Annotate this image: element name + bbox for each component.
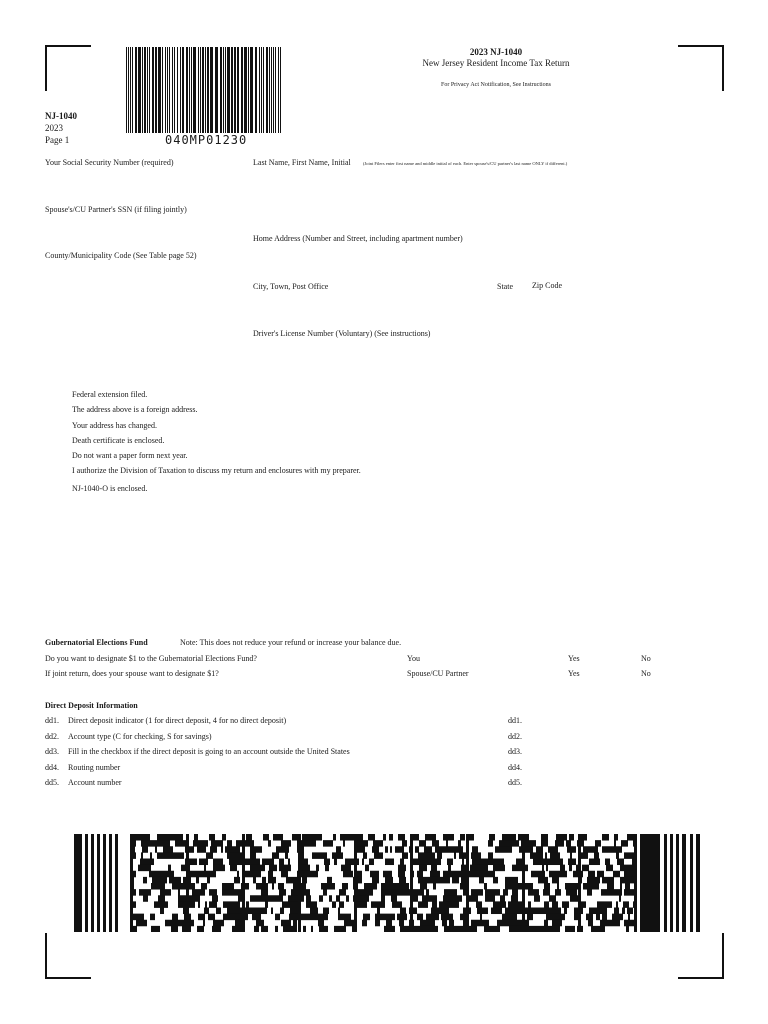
top-barcode xyxy=(126,47,284,133)
corner-mark-bottom-left xyxy=(45,933,91,979)
dd-field[interactable]: dd4. xyxy=(508,763,522,772)
form-name: NJ-1040 xyxy=(45,111,77,121)
elections-yes-you[interactable]: Yes xyxy=(568,654,580,663)
checkbox-federal-extension[interactable]: Federal extension filed. xyxy=(72,390,148,399)
checkbox-no-paper-form[interactable]: Do not want a paper form next year. xyxy=(72,451,188,460)
county-code-label: County/Municipality Code (See Table page 52) xyxy=(45,251,197,260)
dd-field[interactable]: dd5. xyxy=(508,778,522,787)
privacy-note: For Privacy Act Notification, See Instructions xyxy=(441,82,551,88)
home-address-label: Home Address (Number and Street, including apartment number) xyxy=(253,234,463,243)
zip-label: Zip Code xyxy=(532,281,562,290)
dd-label: Account number xyxy=(68,778,122,787)
spouse-ssn-label: Spouse's/CU Partner's SSN (if filing jointly) xyxy=(45,205,187,214)
dd-code: dd2. xyxy=(45,732,59,741)
bottom-2d-barcode xyxy=(74,834,700,932)
elections-question-spouse: If joint return, does your spouse want to designate $1? xyxy=(45,669,219,678)
dd-label: Direct deposit indicator (1 for direct deposit, 4 for no direct deposit) xyxy=(68,716,287,725)
barcode-number: 040MP01230 xyxy=(165,133,248,147)
name-note: (Joint Filers enter first name and middle initial of each. Enter spouse's/CU partner's last name ONLY if different.) xyxy=(363,161,568,166)
name-label: Last Name, First Name, Initial xyxy=(253,158,351,167)
dd-code: dd1. xyxy=(45,716,59,725)
elections-fund-note: Note: This does not reduce your refund or increase your balance due. xyxy=(180,638,402,647)
dd-field[interactable]: dd1. xyxy=(508,716,522,725)
form-title: 2023 NJ-1040 xyxy=(469,47,523,57)
dd-code: dd5. xyxy=(45,778,59,787)
dd-code: dd3. xyxy=(45,747,59,756)
corner-mark-bottom-right xyxy=(678,933,724,979)
dd-code: dd4. xyxy=(45,763,59,772)
checkbox-nj1040o-enclosed[interactable]: NJ-1040-O is enclosed. xyxy=(72,484,148,493)
dd-field[interactable]: dd3. xyxy=(508,747,522,756)
corner-mark-top-right xyxy=(678,45,724,91)
form-year: 2023 xyxy=(45,123,63,133)
corner-mark-top-left xyxy=(45,45,91,91)
elections-no-spouse[interactable]: No xyxy=(641,669,651,678)
elections-question-you: Do you want to designate $1 to the Gubernatorial Elections Fund? xyxy=(45,654,257,663)
drivers-license-label: Driver's License Number (Voluntary) (See instructions) xyxy=(253,329,431,338)
dd-label: Routing number xyxy=(68,763,121,772)
form-subtitle: New Jersey Resident Income Tax Return xyxy=(422,58,570,68)
direct-deposit-heading: Direct Deposit Information xyxy=(45,701,138,710)
dd-field[interactable]: dd2. xyxy=(508,732,522,741)
elections-who-spouse: Spouse/CU Partner xyxy=(407,669,469,678)
elections-who-you: You xyxy=(407,654,420,663)
elections-no-you[interactable]: No xyxy=(641,654,651,663)
dd-label: Account type (C for checking, S for savings) xyxy=(68,732,212,741)
checkbox-foreign-address[interactable]: The address above is a foreign address. xyxy=(72,405,198,414)
page-number: Page 1 xyxy=(45,135,70,145)
checkbox-authorize-preparer[interactable]: I authorize the Division of Taxation to discuss my return and enclosures with my preparer. xyxy=(72,466,361,475)
elections-fund-heading: Gubernatorial Elections Fund xyxy=(45,638,148,647)
checkbox-address-changed[interactable]: Your address has changed. xyxy=(72,421,157,430)
city-label: City, Town, Post Office xyxy=(253,282,329,291)
checkbox-death-certificate[interactable]: Death certificate is enclosed. xyxy=(72,436,165,445)
state-label: State xyxy=(497,282,513,291)
ssn-label: Your Social Security Number (required) xyxy=(45,158,174,167)
dd-label: Fill in the checkbox if the direct deposit is going to an account outside the United States xyxy=(68,747,350,756)
elections-yes-spouse[interactable]: Yes xyxy=(568,669,580,678)
